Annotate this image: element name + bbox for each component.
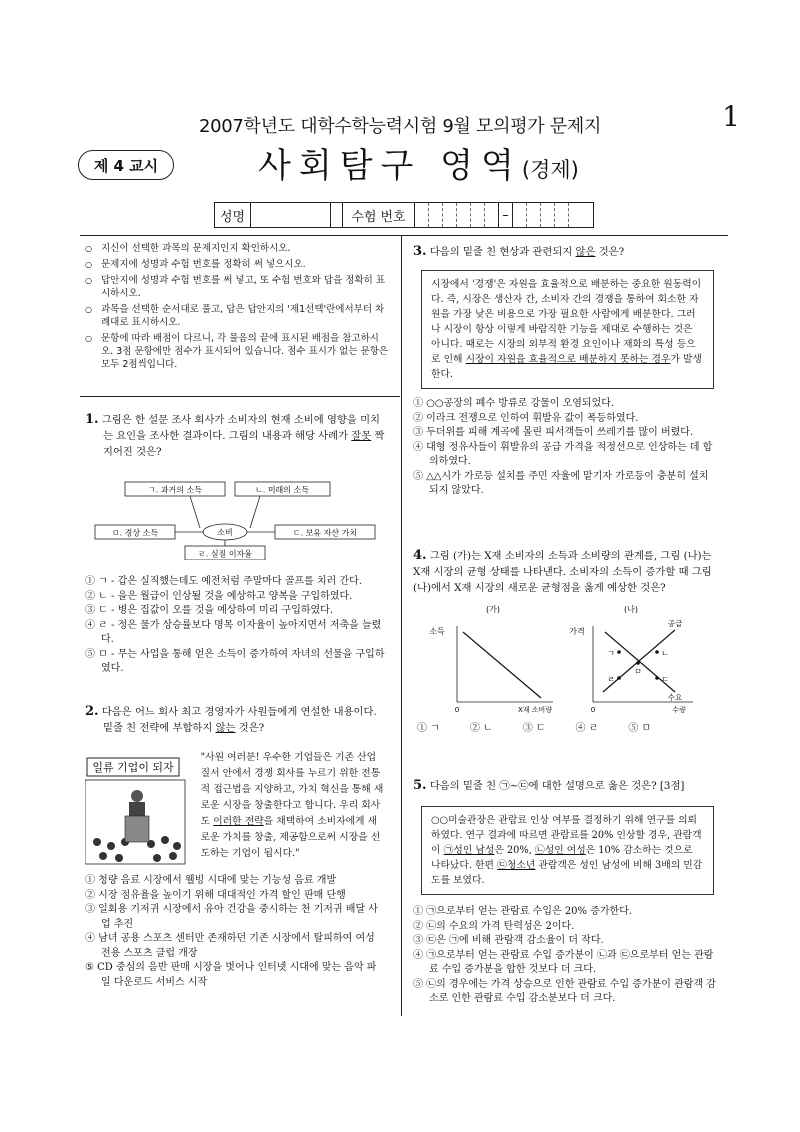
q5-option[interactable]: ③ ㉢은 ㉠에 비해 관람객 감소율이 더 작다. (413, 935, 604, 946)
q1-label-e: ㅁ. 경상 소득 (111, 528, 159, 538)
q3-options (413, 397, 718, 499)
q4-point-c: ㄷ (661, 675, 669, 684)
name-label: 성명 (215, 203, 251, 227)
q4-number: 4. (413, 548, 427, 563)
q3-passage-end: 가 발생한다. (431, 354, 702, 380)
q3-passage-text: 시장에서 '경쟁'은 자원을 효율적으로 배분하는 중요한 원동력이다. 즉, 시장은 생산자 간, 소비자 간의 경쟁을 통하여 회소한 자원을 가장 낮은 비용으로 가장 필요한 사람에게 배분한다. 그러나 시장이 항상 이렇게 바람직한 기능을 제대로 수행하는 것은 아니다. 때로는 시장의 외부적 환경 요인이나 재화의 특성 등으로 인해 (431, 279, 702, 365)
q5-text: 다음의 밑줄 친 ㉠~㉢에 대한 설명으로 옳은 것은? [3점] (429, 780, 685, 792)
top-rule (80, 235, 728, 236)
id-box (214, 202, 594, 228)
instruction-item: ○ 과목을 선택한 순서대로 풀고, 답은 답안지의 '제1선택'란에서부터 차례대로 표시하시오. (85, 303, 390, 329)
q3-option[interactable]: ④ 대형 정유사들이 휘발유의 공급 가격을 적정선으로 인상하는 데 합의하였다. (413, 441, 713, 467)
q1-option[interactable]: ② ㄴ - 을은 월급이 인상될 것을 예상하고 양복을 구입하였다. (85, 590, 353, 602)
period-badge: 제 4 교시 (78, 150, 174, 180)
q5-options (413, 905, 718, 1007)
q5-stem (413, 778, 718, 794)
exam-number-digit[interactable] (485, 203, 499, 227)
exam-number-digit[interactable] (541, 203, 555, 227)
q2-speech (201, 750, 385, 868)
q5-passage (421, 806, 714, 895)
q3-option[interactable]: ⑤ △△시가 가로등 설치를 주민 자율에 맡기자 가로등이 충분히 설치되지 않았다. (413, 470, 709, 496)
exam-number-digit[interactable] (555, 203, 569, 227)
q4-options (413, 721, 718, 737)
q5-option[interactable]: ④ ㉠으로부터 얻는 관람료 수입 증가분이 ㉡과 ㉢으로부터 얻는 관람료 수입 증가분을 합한 것보다 더 크다. (413, 949, 714, 975)
exam-number-digit[interactable] (471, 203, 485, 227)
q1-label-c: ㄷ. 보유 자산 가치 (292, 528, 358, 538)
q5-underline-b: ㉡성인 여성 (534, 845, 586, 856)
instruction-item: ○ 지신이 선택한 과목의 문제지인지 확인하시오. (85, 242, 390, 255)
q3-passage (421, 270, 714, 389)
q4-point-d: ㄹ (607, 675, 615, 684)
q4-graph-a-xlabel: X재 소비량 (517, 706, 553, 714)
q1-diagram (85, 468, 385, 560)
q1-stem (85, 412, 385, 460)
q4-option[interactable]: ② ㄴ (469, 723, 493, 734)
q5-option[interactable]: ② ㉡의 수요의 가격 탄력성은 2이다. (413, 920, 575, 932)
q5-number: 5. (413, 778, 427, 793)
q2-option[interactable]: ③ 일회용 기저귀 시장에서 유아 건강을 중시하는 천 기저귀 배달 사업 추진 (85, 904, 378, 930)
q1-label-a: ㄱ. 과거의 소득 (148, 485, 202, 495)
instruction-item: ○ 답안지에 성명과 수험 번호를 써 넣고, 또 수험 번호와 답을 정확히 표시하시오. (85, 274, 390, 300)
q2-speech-underline: 이러한 전략 (213, 816, 264, 827)
q2-underline: 않는 (215, 722, 236, 734)
q4-graph-a-label: (가) (486, 605, 500, 614)
spacer (331, 203, 343, 227)
q2-text-end: 것은? (235, 722, 265, 734)
q5-passage-text: ○○미술관장은 관람료 인상 여부를 결정하기 위해 연구를 의뢰하였다. 연구 결과에 따르면 관람료를 20% 인상할 경우, 관람객이 (431, 815, 702, 856)
subject-sub: (경제) (521, 158, 579, 182)
q4-point-b: ㄴ (661, 649, 669, 658)
exam-number-label: 수험 번호 (343, 203, 415, 227)
q2-options (85, 874, 385, 990)
q4-option[interactable]: ④ ㄹ (575, 723, 599, 734)
q2-number: 2. (85, 704, 99, 719)
q2-text: 다음은 어느 회사 최고 경영자가 사원들에게 연설한 내용이다. 밑줄 친 전략에 부합하지 (101, 706, 377, 734)
q4-graphs (413, 602, 718, 714)
q4-supply-label: 공급 (667, 619, 683, 628)
q4-graph-a-line (463, 632, 541, 698)
exam-number-digit[interactable] (415, 203, 429, 227)
exam-number-dash: – (499, 203, 513, 227)
exam-number-digit[interactable] (527, 203, 541, 227)
q5-underline-a: ㉠성인 남성 (443, 845, 495, 856)
q4-graph-a-origin: 0 (454, 706, 460, 714)
q1-text-end: 짝지어진 것은? (103, 430, 385, 458)
q3-underline: 않은 (575, 246, 596, 258)
page-number: 1 (722, 100, 740, 133)
q2-banner: 일류 기업이 되자 (92, 761, 174, 774)
q2-option[interactable]: ② 시장 점유율을 높이기 위해 대대적인 가격 할인 판매 단행 (85, 889, 346, 901)
name-field[interactable] (251, 203, 331, 227)
q2-speech-end: 을 채택하여 소비자에게 새로운 가치를 창출, 제공함으로써 시장을 선도하는 기업이 됩시다." (200, 816, 381, 859)
q1-option[interactable]: ③ ㄷ - 병은 집값이 오를 것을 예상하여 미리 구입하였다. (85, 605, 334, 616)
q1-options (85, 575, 385, 677)
exam-number-digit[interactable] (513, 203, 527, 227)
q2-option[interactable]: ⑤ CD 중심의 음반 판매 시장을 벗어나 인터넷 시대에 맞는 음악 파일 다운로드 서비스 시작 (85, 962, 377, 988)
q5-passage-end: 관람객은 성인 남성에 비해 3배의 민감도를 보였다. (431, 860, 703, 886)
q3-passage-underline: 시장이 자원을 효율적으로 배분하지 못하는 경우 (465, 354, 671, 365)
q4-option[interactable]: ⑤ ㅁ (628, 723, 652, 734)
q2-option[interactable]: ① 청량 음료 시장에서 웰빙 시대에 맞는 기능성 음료 개발 (85, 875, 337, 886)
q1-text: 그림은 한 설문 조사 회사가 소비자의 현재 소비에 영향을 미치는 요인을 조사한 결과이다. 그림의 내용과 해당 사례가 (101, 414, 380, 442)
q1-option[interactable]: ① ㄱ - 갑은 실직했는데도 예전처럼 주말마다 골프를 치러 간다. (85, 576, 363, 587)
question-1 (85, 412, 385, 677)
q5-underline-c: ㉢청소년 (497, 860, 536, 871)
exam-number-digit[interactable] (569, 203, 593, 227)
q1-option[interactable]: ⑤ ㅁ - 무는 사업을 통해 얻은 소득이 증가하여 자녀의 선물을 구입하였다. (85, 648, 385, 674)
q1-option[interactable]: ④ ㄹ - 정은 물가 상승률보다 명목 이자율이 높아지면서 저축을 늘렸다. (85, 619, 382, 645)
q4-graph-a-ylabel: 소득 (429, 627, 445, 636)
subject-title (258, 138, 579, 187)
q4-point-e: ㅁ (634, 667, 642, 676)
instruction-item: ○ 문제지에 성명과 수험 번호를 정확히 써 넣으시오. (85, 258, 390, 271)
question-5 (413, 778, 718, 1007)
q3-stem (413, 244, 718, 260)
q4-demand-label: 수요 (667, 693, 683, 702)
q4-graph-b-xlabel: 수량 (672, 706, 686, 714)
q3-text: 다음의 밑줄 친 현상과 관련되지 (429, 246, 576, 258)
instructions (85, 242, 390, 374)
instructions-rule (80, 396, 400, 397)
q5-option[interactable]: ⑤ ㉡의 경우에는 가격 상승으로 인한 관람료 수입 증가분이 관람객 감소로 인한 관람료 수입 감소분보다 더 크다. (413, 978, 716, 1004)
q4-text: 그림 (가)는 X재 소비자의 소득과 소비량의 관계를, 그림 (나)는 X재 시장의 균형 상태를 나타낸다. 소비자의 소득이 증가할 때 그림 (나)에서 X재 시장의 새로운 균형점을 옳게 예상한 것은? (413, 550, 712, 594)
q3-option[interactable]: ② 이라크 전쟁으로 인하여 휘발유 값이 폭등하였다. (413, 412, 639, 424)
q4-stem (413, 548, 718, 596)
subject-main: 사회탐구 영역 (258, 146, 522, 186)
q1-label-b: ㄴ. 미래의 소득 (255, 485, 309, 495)
q4-graph-b-label: (나) (624, 605, 638, 614)
q2-illustration (85, 750, 193, 868)
q1-underline: 잘못 (351, 430, 372, 442)
question-2 (85, 704, 385, 990)
q1-center-label: 소비 (217, 528, 233, 537)
exam-number-digit[interactable] (457, 203, 471, 227)
q5-passage-mid1: 은 20%, (494, 845, 535, 856)
q4-graph-b-ylabel: 가격 (569, 627, 585, 636)
q4-option[interactable]: ① ㄱ (417, 723, 440, 734)
q2-option[interactable]: ④ 남녀 공용 스포츠 센터만 존재하던 기존 시장에서 탈피하여 여성 전용 스포츠 클럽 개장 (85, 933, 375, 959)
q3-option[interactable]: ③ 두더위를 피해 계곡에 몰린 피서객들이 쓰레기를 많이 버렸다. (413, 427, 694, 438)
q3-number: 3. (413, 244, 427, 259)
q3-text-end: 것은? (595, 246, 625, 258)
exam-number-digit[interactable] (429, 203, 443, 227)
q5-passage-mid2: 은 10% 감소하는 것으로 나타났다. 한편 (431, 845, 693, 871)
exam-title: 2007학년도 대학수학능력시험 9월 모의평가 문제지 (198, 116, 602, 137)
instruction-item: ○ 문항에 따라 배점이 다르니, 각 물음의 끝에 표시된 배점을 참고하시오. 3점 문항에만 점수가 표시되어 있습니다. 점수 표시가 없는 문항은 모두 2점씩입니다. (85, 332, 390, 371)
q4-option[interactable]: ③ ㄷ (522, 723, 546, 734)
question-4 (413, 548, 718, 737)
q1-number: 1. (85, 412, 99, 427)
q4-graph-b-origin: 0 (590, 706, 596, 714)
q1-label-d: ㄹ. 실질 이자율 (198, 549, 252, 559)
q2-stem (85, 704, 385, 736)
q3-option[interactable]: ① ○○공장의 폐수 방류로 강물이 오염되었다. (413, 398, 615, 409)
q5-option[interactable]: ① ㉠으로부터 얻는 관람료 수입은 20% 증가한다. (413, 906, 633, 917)
column-divider (401, 236, 402, 1016)
exam-number-digit[interactable] (443, 203, 457, 227)
q2-speech-text: "사원 여러분! 우수한 기업들은 기존 산업 질서 안에서 경쟁 회사를 누르기 위한 전통적 접근법을 지양하고, 가치 혁신을 통해 새로운 시장을 창출한다고 합니다. 우리 회사도 (200, 752, 384, 827)
question-3 (413, 244, 718, 499)
q4-point-a: ㄱ (607, 649, 615, 658)
q2-figure (85, 750, 385, 868)
